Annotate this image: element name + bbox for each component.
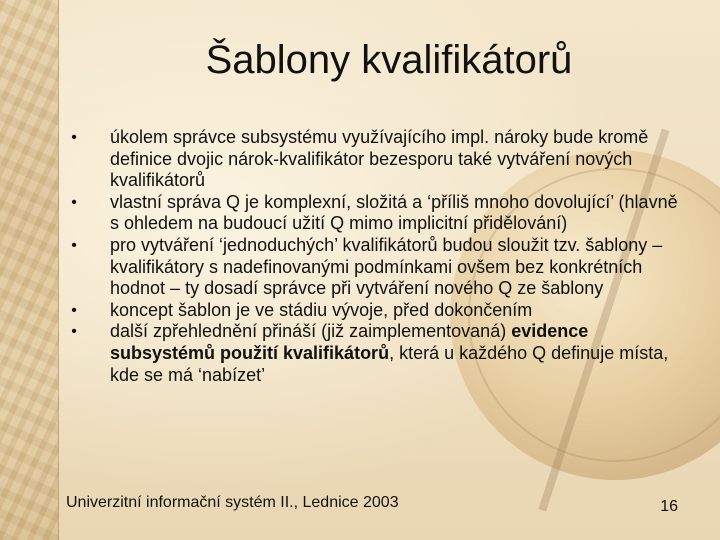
slide-title: Šablony kvalifikátorů (205, 38, 573, 82)
bullet-item (62, 321, 682, 386)
bullet-item (62, 192, 682, 235)
bullet-icon: • (71, 236, 77, 254)
bullet-text: koncept šablon je ve stádiu vývoje, před dokončením (110, 299, 533, 320)
bullet-text: vlastní správa Q je komplexní, složitá a ‘příliš mnoho dovolující’ (hlavně s ohledem na budoucí užití Q mimo implicitní přidělování) (110, 191, 678, 234)
bullet-text: pro vytváření ‘jednoduchých’ kvalifikátorů budou sloužit tzv. šablony – kvalifikátory s nadefinovanými podmínkami ovšem bez konkrétních hodnot – ty dosadí správce při vytváření nového Q ze šablony (110, 234, 663, 299)
bullet-icon: • (71, 323, 77, 341)
decorative-side-strip (0, 0, 59, 540)
bullet-item (62, 235, 682, 300)
bullet-icon: • (71, 193, 77, 211)
bullet-text: úkolem správce subsystému využívajícího impl. nároky bude kromě definice dvojic nárok-kvalifikátor bezesporu také vytváření nových kvalifikátorů (110, 127, 649, 191)
bullet-text-part: další zpřehlednění přináší (již zaimplementovaná) (110, 321, 512, 342)
page-number: 16 (660, 498, 678, 515)
footer-text: Univerzitní informační systém II., Lednice 2003 (66, 494, 399, 511)
bullet-item (62, 127, 682, 192)
bullet-icon: • (71, 301, 77, 319)
bullet-list (62, 127, 682, 386)
bullet-text-bold: evidence subsystémů použití kvalifikátorů (110, 321, 589, 363)
bullet-icon: • (71, 129, 77, 146)
bullet-item (62, 300, 682, 322)
bullet-text-part: , která u každého Q definuje místa, kde se má ‘nabízet’ (110, 342, 669, 385)
